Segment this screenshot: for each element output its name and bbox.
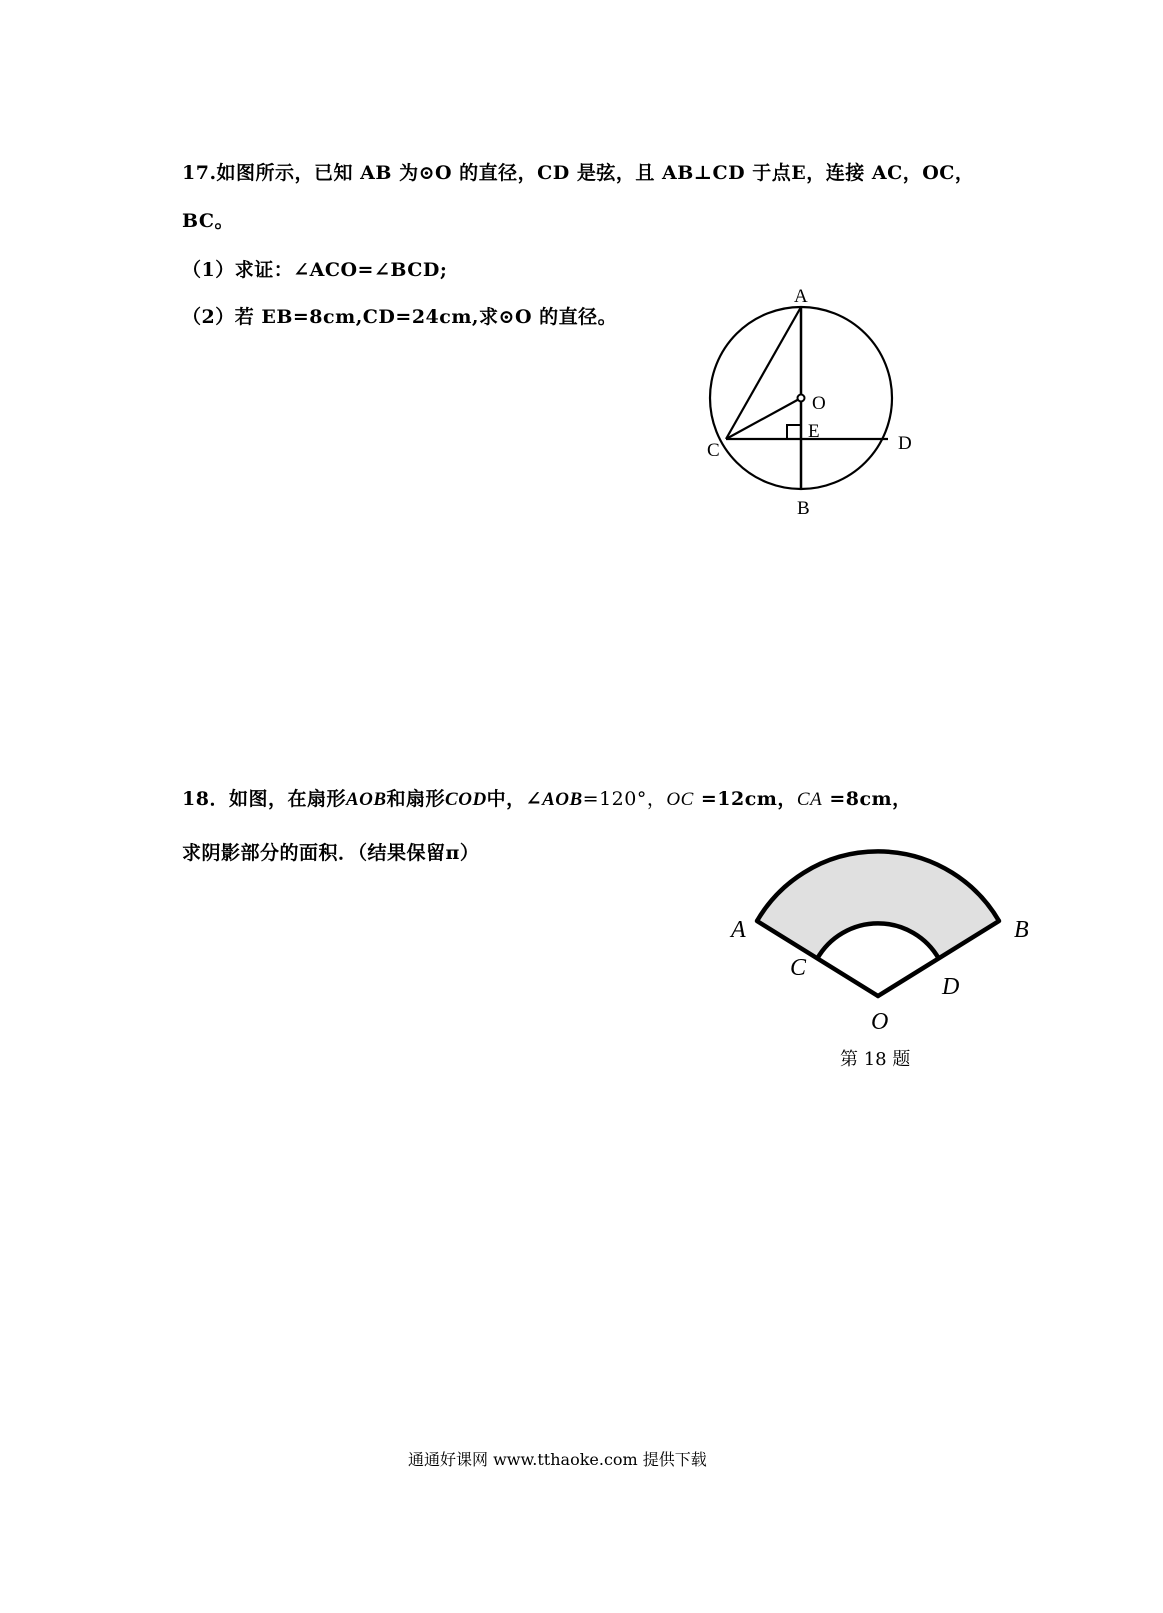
label-c: C — [707, 440, 720, 461]
q18-mid1: 和扇形 — [386, 788, 446, 810]
label-c-18: C — [790, 955, 807, 981]
q18-sector-cod: COD — [445, 789, 487, 810]
q18-statement-line2: 求阴影部分的面积．（结果保留π） — [182, 842, 480, 864]
label-a: A — [794, 286, 808, 307]
figure-caption: 第 18 题 — [840, 1049, 911, 1070]
label-d-18: D — [942, 974, 960, 1000]
label-b: B — [797, 498, 810, 519]
label-o: O — [812, 393, 826, 414]
q18-oc-value: =12cm， — [693, 788, 797, 810]
q18-oc: OC — [666, 789, 694, 810]
q18-angle-aob: AOB — [542, 789, 583, 810]
label-o-18: O — [871, 1009, 889, 1035]
q17-part1: （1）求证：∠ACO=∠BCD; — [182, 259, 448, 281]
q18-prefix: 18．如图，在扇形 — [182, 788, 346, 810]
label-b-18: B — [1014, 917, 1029, 943]
q18-sector-aob: AOB — [345, 789, 387, 810]
q18-ca: CA — [796, 789, 823, 810]
q17-part2: （2）若 EB=8cm,CD=24cm,求⊙O 的直径。 — [182, 306, 618, 328]
label-d: D — [898, 433, 912, 454]
q17-statement-line1: 17.如图所示，已知 AB 为⊙O 的直径，CD 是弦，且 AB⊥CD 于点E，连接 AC，OC， — [182, 162, 975, 184]
footer-text: 通通好课网 www.tthaoke.com 提供下载 — [408, 1450, 707, 1469]
label-e: E — [808, 421, 820, 442]
q18-angle-value: =120°， — [582, 788, 667, 810]
label-a-18: A — [731, 917, 746, 943]
q18-ca-value: =8cm， — [822, 788, 912, 810]
q17-statement-line2: BC。 — [182, 210, 235, 232]
q18-mid2: 中，∠ — [486, 788, 543, 810]
